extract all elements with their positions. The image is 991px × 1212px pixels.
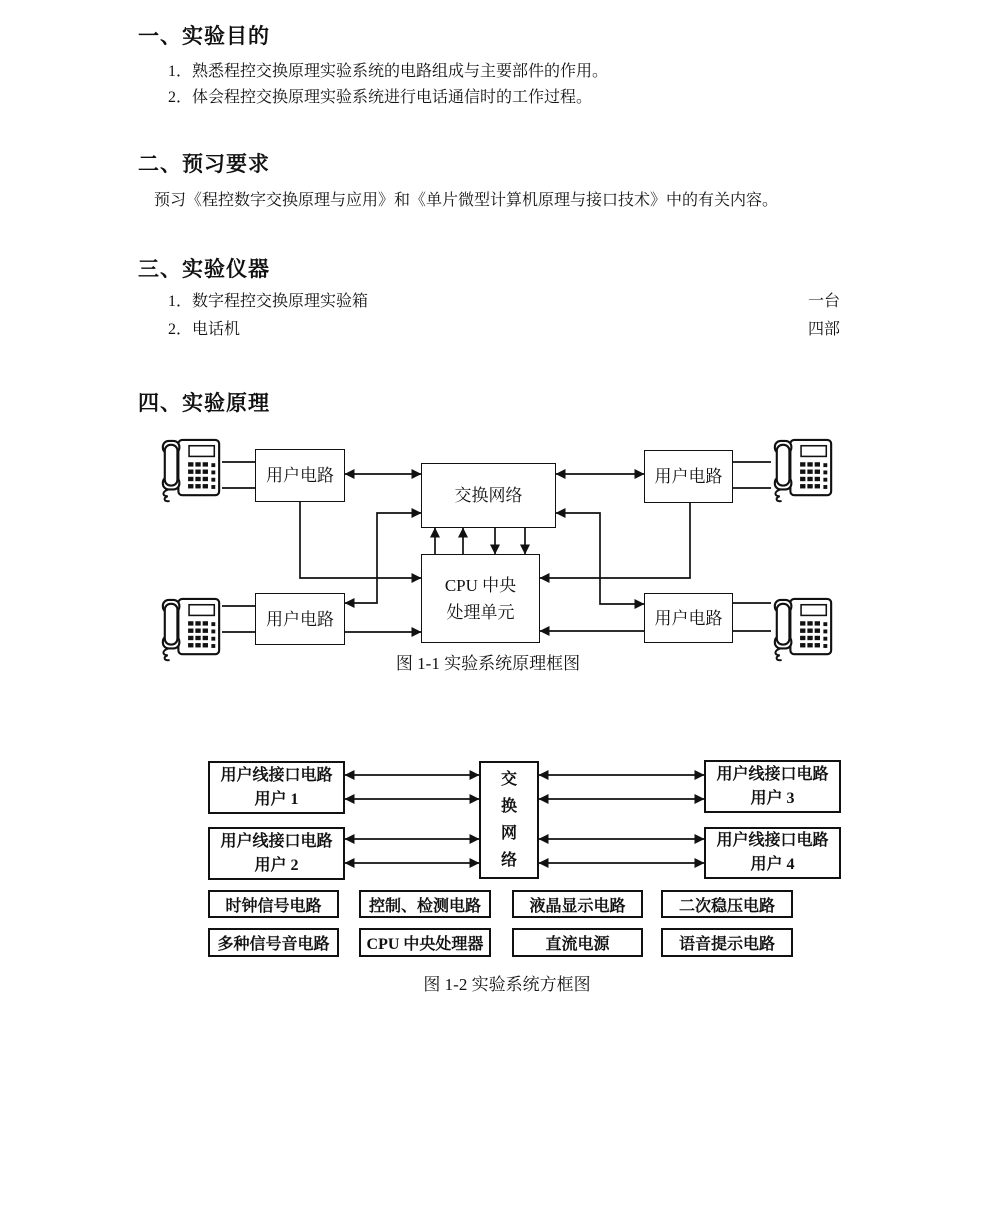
- switching-network-vertical-box: 交换网络: [479, 761, 539, 879]
- user-circuit-box-bottom-right: 用户电路: [644, 593, 733, 643]
- equipment-item-2-name: 2．电话机: [168, 321, 241, 338]
- module-box-signal-tones: 多种信号音电路: [208, 928, 339, 957]
- equipment-item-1-name: 1．数字程控交换原理实验箱: [168, 293, 369, 310]
- figure1-caption: 图 1-1 实验系统原理框图: [395, 654, 581, 673]
- module-box-cpu: CPU 中央处理器: [359, 928, 491, 957]
- subscriber-line-box-3: 用户线接口电路 用户 3: [704, 760, 841, 813]
- subscriber-line-box-2: 用户线接口电路 用户 2: [208, 827, 345, 880]
- section-3-heading: 三、实验仪器: [138, 258, 270, 281]
- equipment-item-1-qty: 一台: [808, 293, 841, 310]
- figure2-caption: 图 1-2 实验系统方框图: [423, 975, 591, 994]
- module-box-dc-power: 直流电源: [512, 928, 643, 957]
- section-2-heading: 二、预习要求: [138, 153, 270, 176]
- phone-icon: [770, 596, 836, 662]
- module-box-control-detect: 控制、检测电路: [359, 890, 491, 918]
- section-2-paragraph: 预习《程控数字交换原理与应用》和《单片微型计算机原理与接口技术》中的有关内容。: [154, 192, 779, 209]
- module-box-lcd-display: 液晶显示电路: [512, 890, 643, 918]
- phone-icon: [770, 437, 836, 503]
- equipment-item-2-qty: 四部: [808, 321, 841, 338]
- section-4-heading: 四、实验原理: [138, 392, 270, 415]
- module-box-secondary-regulator: 二次稳压电路: [661, 890, 793, 918]
- phone-icon: [158, 596, 224, 662]
- section-1-item-2: 2．体会程控交换原理实验系统进行电话通信时的工作过程。: [168, 89, 593, 106]
- user-circuit-box-top-left: 用户电路: [255, 449, 345, 502]
- module-box-voice-prompt: 语音提示电路: [661, 928, 793, 957]
- module-box-clock-signal: 时钟信号电路: [208, 890, 339, 918]
- user-circuit-box-bottom-left: 用户电路: [255, 593, 345, 645]
- cpu-box: CPU 中央 处理单元: [421, 554, 540, 643]
- figure1-cpu-switch-links: [435, 528, 525, 554]
- subscriber-line-box-4: 用户线接口电路 用户 4: [704, 827, 841, 879]
- phone-icon: [158, 437, 224, 503]
- subscriber-line-box-1: 用户线接口电路 用户 1: [208, 761, 345, 814]
- user-circuit-box-top-right: 用户电路: [644, 450, 733, 503]
- section-1-item-1: 1．熟悉程控交换原理实验系统的电路组成与主要部件的作用。: [168, 63, 609, 80]
- switch-network-box: 交换网络: [421, 463, 556, 528]
- section-1-heading: 一、实验目的: [138, 25, 270, 48]
